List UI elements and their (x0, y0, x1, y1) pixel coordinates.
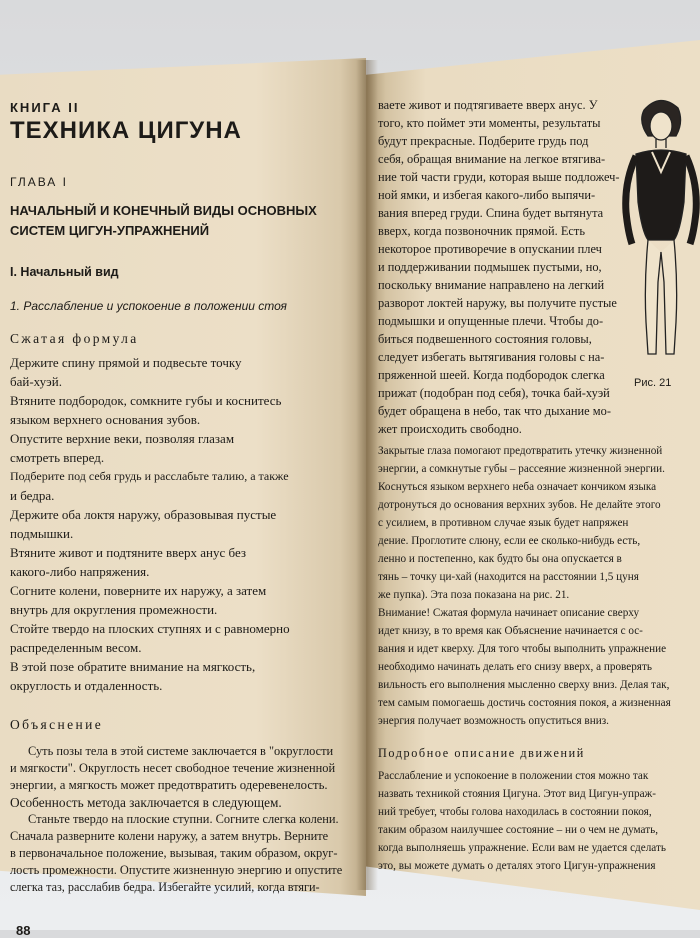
right-line: жет происходить свободно. (378, 422, 522, 436)
section-heading: I. Начальный вид (10, 265, 119, 279)
formula-line: Втяните живот и подтяните вверх анус без (10, 545, 247, 560)
explanation-text (10, 743, 355, 896)
formula-line: Держите оба локтя наружу, образовывая пустые (10, 507, 277, 522)
formula-line: бай-хуэй. (10, 374, 62, 389)
explanation-line: Суть позы тела в этой системе заключается в "округлости (28, 744, 334, 758)
formula-line: языком верхнего основания зубов. (10, 412, 201, 427)
right-line: вильность его выполнения мысленно сверху вниз. Делая так, (378, 679, 670, 691)
book-title: ТЕХНИКА ЦИГУНА (10, 117, 242, 144)
right-line: разворот локтей наружу, вы получите пустые (378, 296, 617, 310)
right-line: энергия получает возможность опуститься вниз. (378, 715, 609, 727)
right-line: Внимание! Сжатая формула начинает описание сверху (378, 607, 640, 619)
right-line: ной ямки, и избегая какого-либо выпячи- (378, 188, 596, 202)
left-page-content (10, 100, 355, 938)
explanation-line: Станьте твердо на плоские ступни. Согните слегка колени. (28, 812, 339, 826)
formula-line: В этой позе обратите внимание на мягкость, (10, 659, 256, 674)
formula-line: подмышки. (10, 526, 74, 541)
right-line: Закрытые глаза помогают предотвратить утечку жизненной (378, 445, 663, 457)
right-line: и поддерживании подмышек пустыми, но, (378, 260, 602, 274)
chapter-label: ГЛАВА I (10, 175, 68, 189)
formula-line: Стойте твердо на плоских ступнях и с равномерно (10, 621, 290, 636)
right-line: биться подвешенного состояния головы, (378, 332, 592, 346)
figure-caption: Рис. 21 (634, 377, 672, 389)
explanation-line: в первоначальное положение, вызывая, таким образом, округ- (10, 846, 338, 860)
formula-line: Согните колени, поверните их наружу, а затем (10, 583, 267, 598)
right-line: тянь – точку ци-хай (находится на расстоянии 1,5 цуня (378, 571, 639, 583)
chapter-title: НАЧАЛЬНЫЙ И КОНЕЧНЫЙ ВИДЫ ОСНОВНЫХ СИСТЕМ ЦИГУН-УПРАЖНЕНИЙ (10, 203, 317, 238)
explanation-line: Особенность метода заключается в следующем. (10, 795, 282, 810)
formula-line: какого-либо напряжения. (10, 564, 150, 579)
formula-line: и бедра. (10, 488, 55, 503)
formula-line: Подберите под себя грудь и расслабьте талию, а также (10, 469, 289, 483)
right-line: идет книзу, в то время как Объяснение начинается с ос- (378, 625, 643, 637)
explanation-line: слегка таз, расслабив бедра. Избегайте усилий, когда втяги- (10, 880, 320, 894)
right-line: поскольку внимание направлено на легкий (378, 278, 605, 292)
right-line: же пупка). Эта поза показана на рис. 21. (378, 589, 570, 601)
formula-line: Держите спину прямой и подвесьте точку (10, 355, 242, 370)
right-line: тем самым помогаешь достичь состояния покоя, а жизненная (378, 697, 671, 709)
formula-line: Втяните подбородок, сомкните губы и коснитесь (10, 393, 282, 408)
right-line: подмышки и опущенные плечи. Чтобы до- (378, 314, 604, 328)
right-line: себя, обращая внимание на легкое втягива- (378, 152, 606, 166)
right-line: пряженной шеей. Когда подбородок слегка (378, 368, 605, 382)
right-line: необходимо начинать делать его снизу вверх, а проверять (378, 661, 652, 673)
formula-line: Опустите верхние веки, позволяя глазам (10, 431, 235, 446)
right-line: следует избегать вытягивания головы с на- (378, 350, 605, 364)
right-line: вверх, когда позвоночник прямой. Есть (378, 224, 585, 238)
explanation-heading: Объяснение (10, 717, 104, 732)
page-number: 88 (16, 923, 31, 938)
right-line: таким образом наилучшее состояние – ни о чем не думать, (378, 824, 659, 836)
right-line: того, кто поймет эти моменты, результаты (378, 116, 601, 130)
standing-figure-illustration (614, 92, 700, 362)
formula-line: распределенным весом. (10, 640, 142, 655)
explanation-line: энергии, а мягкость может предотвратить одеревенелость. (10, 778, 328, 792)
right-detail-text (378, 767, 700, 875)
book-gutter (356, 60, 378, 890)
right-line: когда выполняешь упражнение. Если вам не удается сделать (378, 842, 666, 854)
formula-line: смотреть вперед. (10, 450, 105, 465)
right-line: будут прекрасные. Подберите грудь под (378, 134, 589, 148)
right-line: это, вы можете думать о деталях этого Цигун-упражнения (378, 860, 656, 872)
right-line: ваете живот и подтягиваете вверх анус. У (378, 98, 598, 112)
detail-heading: Подробное описание движений (378, 746, 585, 760)
explanation-line: и мягкости". Округлость несет свободное течение жизненной (10, 761, 336, 775)
formula-line: внутрь для округления промежности. (10, 602, 218, 617)
right-mid-text (378, 442, 700, 730)
explanation-line: лость промежности. Опустите жизненную энергию и опустите (10, 863, 343, 877)
right-line: некоторое противоречие в опускании плеч (378, 242, 602, 256)
right-line: Расслабление и успокоение в положении стоя можно так (378, 770, 649, 782)
right-line: ний требует, чтобы голова находилась в состоянии покоя, (378, 806, 652, 818)
book-label: КНИГА II (10, 100, 80, 115)
right-line: вания и идет кверху. Для того чтобы выполнить упражнение (378, 643, 667, 655)
right-line: будет обращена в небо, так что дыхание мо- (378, 404, 611, 418)
right-line: назвать техникой стояния Цигуна. Этот вид Цигун-упраж- (378, 788, 657, 800)
formula-heading: Сжатая формула (10, 331, 139, 346)
right-line: прижат (подобран под себя), точка бай-хуэй (378, 386, 610, 400)
explanation-line: Сначала разверните колени наружу, а затем внутрь. Верните (10, 829, 329, 843)
right-line: ленно и постепенно, как будто бы она опускается в (378, 553, 622, 565)
right-line: энергии, а сомкнутые губы – рассеяние жизненной энергии. (378, 463, 665, 475)
right-line: дотронуться до основания верхних зубов. Не делайте этого (378, 499, 661, 511)
right-line: Коснуться языком верхнего неба означает кончиком языка (378, 481, 657, 493)
formula-line: округлость и отдаленность. (10, 678, 163, 693)
right-line: дение. Проглотите слюну, если ее сколько-нибудь есть, (378, 535, 641, 547)
right-line: ние той части груди, которая выше подложеч- (378, 170, 620, 184)
subsection-heading: 1. Расслабление и успокоение в положении стоя (10, 299, 287, 313)
right-line: вания вперед груди. Спина будет вытянута (378, 206, 604, 220)
right-top-text (378, 96, 638, 438)
formula-list (10, 353, 355, 695)
right-line: с усилием, в противном случае язык будет напряжен (378, 517, 629, 529)
